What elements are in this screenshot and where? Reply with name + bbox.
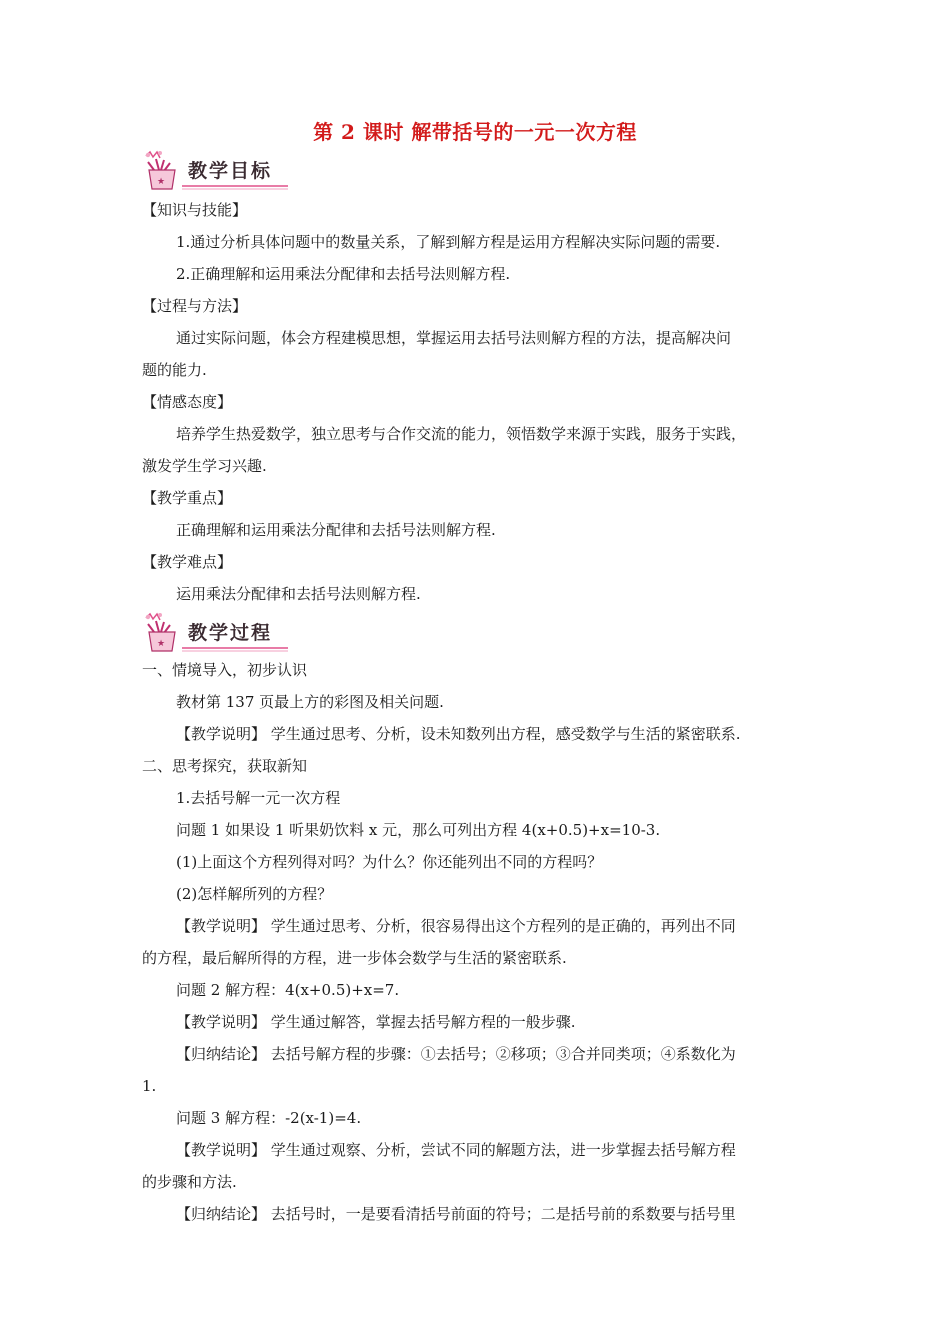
heading-process-method: 【过程与方法】 bbox=[142, 297, 248, 315]
svg-text:★: ★ bbox=[157, 177, 166, 187]
conclusion: 【归纳结论】 去括号解方程的步骤：①去括号；②移项；③合并同类项；④系数化为 bbox=[176, 1045, 736, 1063]
problem-1: 问题 1 如果设 1 听果奶饮料 x 元，那么可列出方程 4(x+0.5)+x=10-3. bbox=[176, 821, 661, 839]
teaching-note: 【教学说明】 学生通过思考、分析，很容易得出这个方程列的是正确的，再列出不同 bbox=[176, 917, 736, 935]
heading-key-points: 【教学重点】 bbox=[142, 489, 233, 507]
section-header-label: 教学目标 bbox=[188, 160, 273, 182]
teaching-note: 【教学说明】 学生通过解答，掌握去括号解方程的一般步骤. bbox=[176, 1013, 576, 1031]
conclusion: 【归纳结论】 去括号时，一是要看清括号前面的符号；二是括号前的系数要与括号里 bbox=[176, 1205, 736, 1223]
heading-step-1: 一、情境导入，初步认识 bbox=[142, 661, 308, 679]
paragraph: 运用乘法分配律和去括号法则解方程. bbox=[176, 585, 421, 603]
paragraph: 2.正确理解和运用乘法分配律和去括号法则解方程. bbox=[176, 265, 511, 283]
page-title: 第 2 课时 解带括号的一元一次方程 bbox=[313, 120, 637, 144]
paragraph: 正确理解和运用乘法分配律和去括号法则解方程. bbox=[176, 521, 496, 539]
paragraph: 的方程，最后解所得的方程，进一步体会数学与生活的紧密联系. bbox=[142, 949, 567, 967]
paragraph: 1. bbox=[142, 1077, 157, 1095]
section-header-label: 教学过程 bbox=[188, 622, 273, 644]
paragraph: 激发学生学习兴趣. bbox=[142, 457, 267, 475]
heading-difficulties: 【教学难点】 bbox=[142, 553, 233, 571]
paragraph: 题的能力. bbox=[142, 361, 207, 379]
paragraph: 的步骤和方法. bbox=[142, 1173, 237, 1191]
section-header-process bbox=[142, 612, 292, 654]
paragraph: 1.通过分析具体问题中的数量关系，了解到解方程是运用方程解决实际问题的需要. bbox=[176, 233, 721, 251]
paragraph: (1)上面这个方程列得对吗？为什么？你还能列出不同的方程吗？ bbox=[176, 853, 603, 871]
problem-3: 问题 3 解方程：-2(x-1)=4. bbox=[176, 1109, 362, 1127]
paragraph: 通过实际问题，体会方程建模思想，掌握运用去括号法则解方程的方法，提高解决问 bbox=[176, 329, 732, 347]
problem-2: 问题 2 解方程：4(x+0.5)+x=7. bbox=[176, 981, 400, 999]
heading-step-2: 二、思考探究，获取新知 bbox=[142, 757, 308, 775]
teaching-note: 【教学说明】 学生通过思考、分析，设未知数列出方程，感受数学与生活的紧密联系. bbox=[176, 725, 741, 743]
heading-attitude: 【情感态度】 bbox=[142, 393, 233, 411]
paragraph: 培养学生热爱数学，独立思考与合作交流的能力，领悟数学来源于实践，服务于实践， bbox=[176, 425, 747, 443]
svg-text:★: ★ bbox=[157, 639, 166, 649]
paragraph: (2)怎样解所列的方程？ bbox=[176, 885, 333, 903]
paragraph: 1.去括号解一元一次方程 bbox=[176, 789, 341, 807]
heading-knowledge: 【知识与技能】 bbox=[142, 201, 248, 219]
teaching-note: 【教学说明】 学生通过观察、分析，尝试不同的解题方法，进一步掌握去括号解方程 bbox=[176, 1141, 736, 1159]
paragraph: 教材第 137 页最上方的彩图及相关问题. bbox=[176, 693, 444, 711]
section-header-objectives bbox=[142, 150, 292, 192]
